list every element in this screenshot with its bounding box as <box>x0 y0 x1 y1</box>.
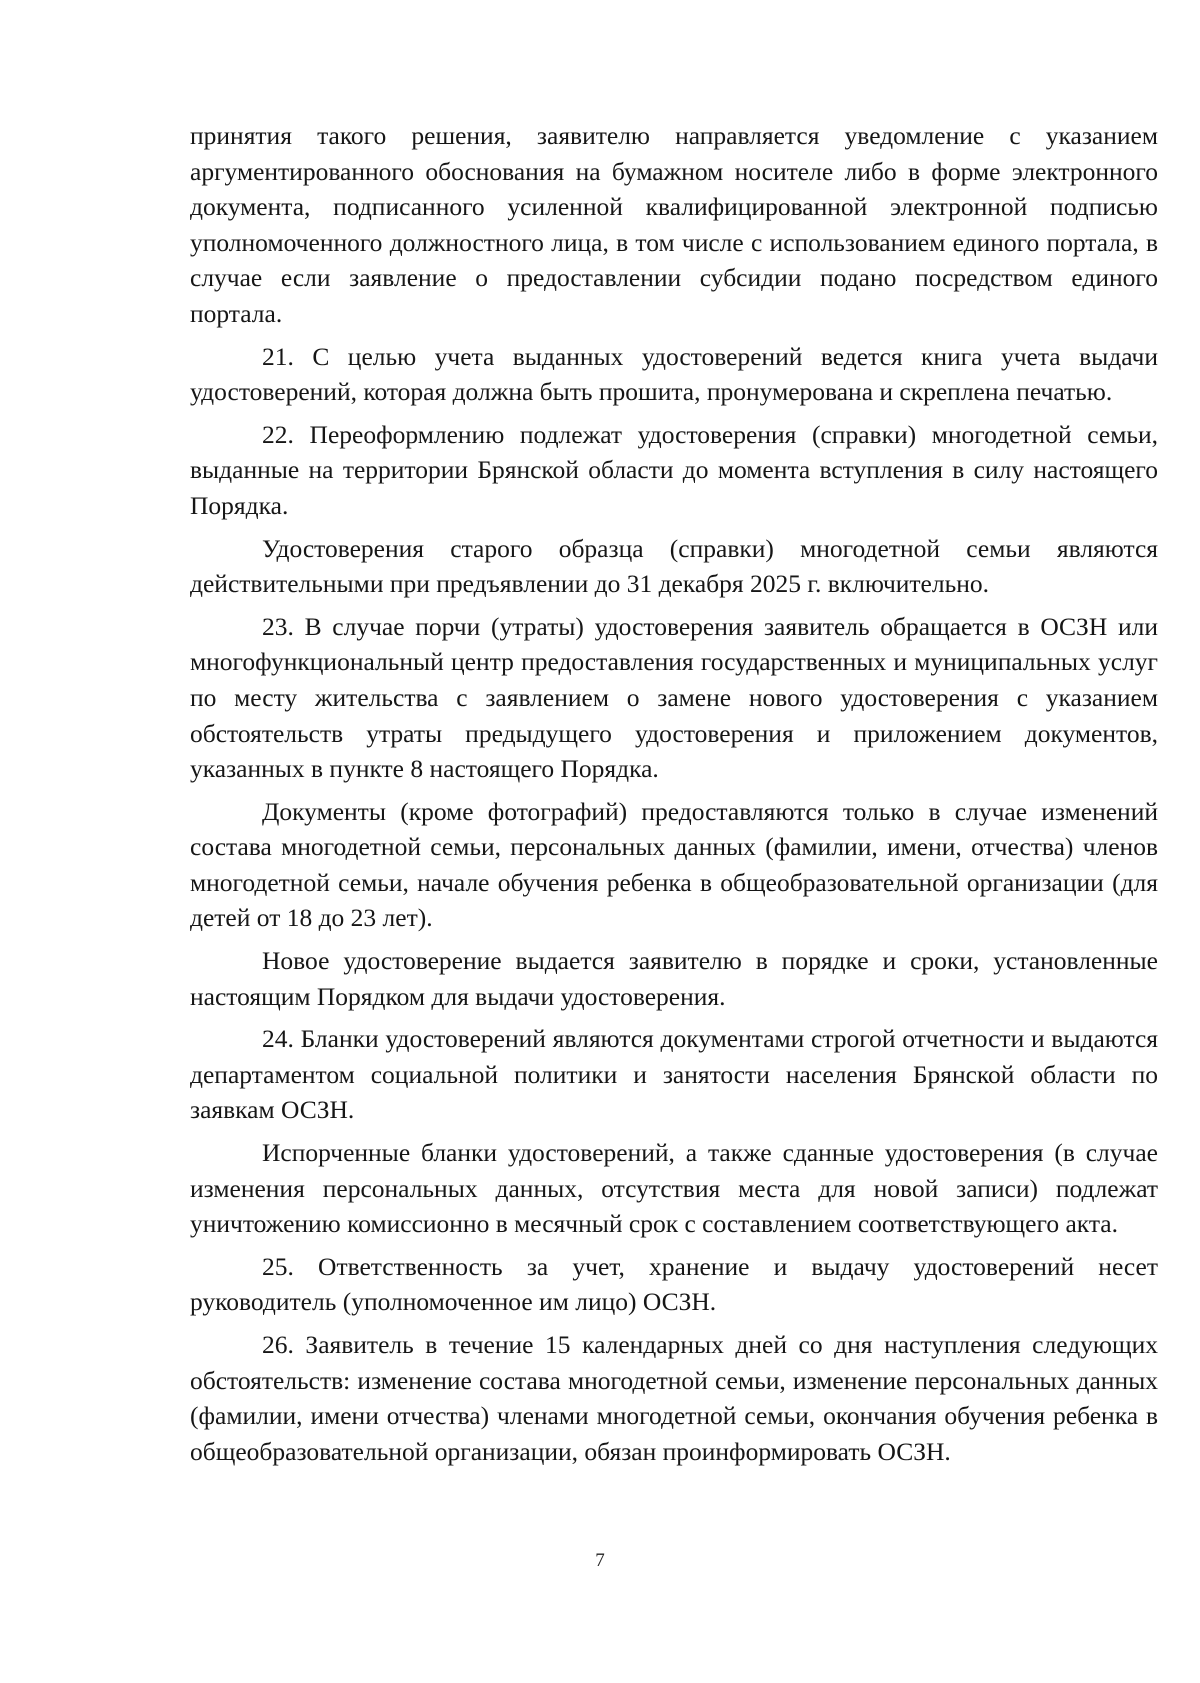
paragraph-item-26: 26. Заявитель в течение 15 календарных дней со дня наступления следующих обстоятельств: изменение состава многодетной семьи, изменение персональных данных (фамилии, имени отчества) членами многодетной семьи, окончания обучения ребенка в общеобразовательной организации, обязан проинформировать ОСЗН. <box>190 1330 1158 1466</box>
paragraph-item-22: 22. Переоформлению подлежат удостоверения (справки) многодетной семьи, выданные на территории Брянской области до момента вступления в силу настоящего Порядка. <box>190 419 1158 520</box>
paragraph-old-certificates: Удостоверения старого образца (справки) многодетной семьи являются действительными при предъявлении до 31 декабря 2025 г. включительно. <box>190 533 1158 599</box>
paragraph-continuation: принятия такого решения, заявителю направляется уведомление с указанием аргументированного обоснования на бумажном носителе либо в форме электронного документа, подписанного усиленной квалифицированной электронной подписью уполномоченного должностного лица, в том числе с использованием единого портала, в случае если заявление о предоставлении субсидии подано посредством единого портала. <box>190 121 1158 328</box>
paragraph-new-certificate: Новое удостоверение выдается заявителю в порядке и сроки, установленные настоящим Порядком для выдачи удостоверения. <box>190 946 1158 1011</box>
page-number: 7 <box>595 1550 605 1571</box>
paragraph-item-23: 23. В случае порчи (утраты) удостоверения заявитель обращается в ОСЗН или многофункциональный центр предоставления государственных и муниципальных услуг по месту жительства с заявлением о замене нового удостоверения с указанием обстоятельств утраты предыдущего удостоверения и приложением документов, указанных в пункте 8 настоящего Порядка. <box>190 611 1158 784</box>
paragraph-documents: Документы (кроме фотографий) предоставляются только в случае изменений состава многодетной семьи, персональных данных (фамилии, имени, отчества) членов многодетной семьи, начале обучения ребенка в общеобразовательной организации (для детей от 18 до 23 лет). <box>190 796 1158 933</box>
paragraph-item-24: 24. Бланки удостоверений являются документами строгой отчетности и выдаются департаментом социальной политики и занятости населения Брянской области по заявкам ОСЗН. <box>190 1024 1158 1125</box>
paragraph-item-25: 25. Ответственность за учет, хранение и выдачу удостоверений несет руководитель (уполномоченное им лицо) ОСЗН. <box>190 1251 1158 1317</box>
paragraph-item-21: 21. С целью учета выданных удостоверений ведется книга учета выдачи удостоверений, которая должна быть прошита, пронумерована и скреплена печатью. <box>190 341 1158 407</box>
paragraph-spoiled-blanks: Испорченные бланки удостоверений, а также сданные удостоверения (в случае изменения персональных данных, отсутствия места для новой записи) подлежат уничтожению комиссионно в месячный срок с составлением соответствующего акта. <box>190 1138 1158 1239</box>
document-body <box>190 118 1158 1469</box>
